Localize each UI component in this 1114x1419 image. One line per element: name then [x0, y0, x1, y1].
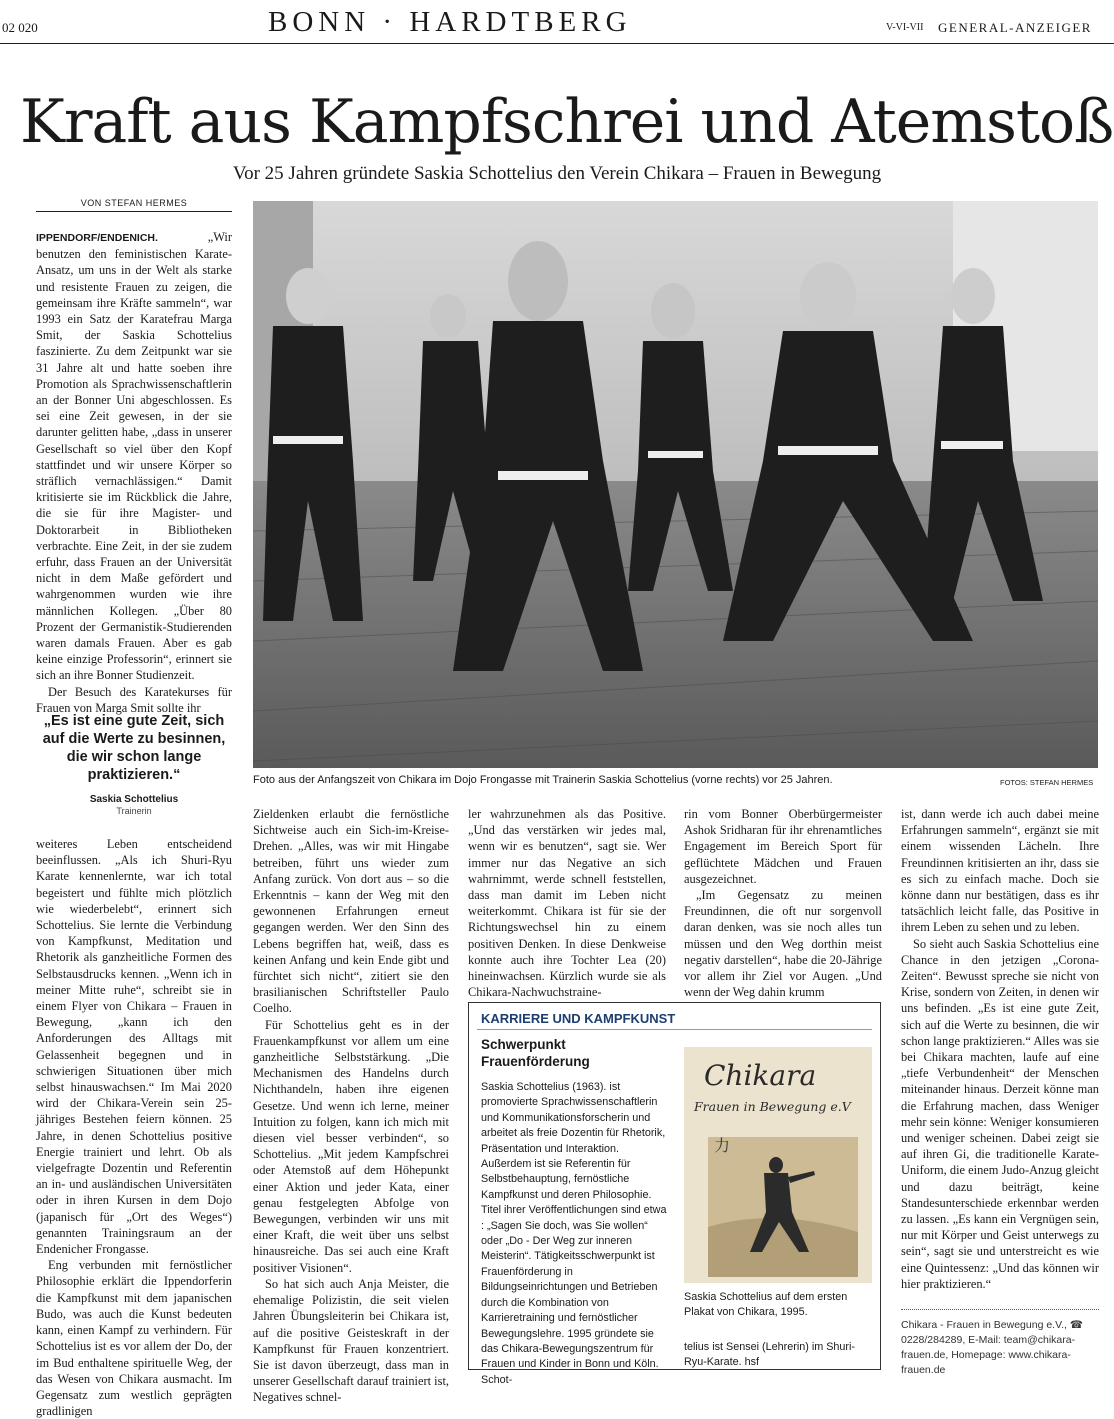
article-column-3	[468, 806, 666, 1000]
paragraph: So hat sich auch Anja Meister, die ehemalige Polizistin, die seit vielen Jahren Übungsleiterin bei Chikara ist, auf die positive Geisteskraft in der Kampfkunst für Frauen konzentriert. Sie ist davon überzeugt, dass man in unserer Gesellschaft darauf trainiert ist, Negatives schnel-	[253, 1276, 449, 1405]
page-numbers: V-VI-VII	[886, 22, 924, 33]
poster-title: Chikara	[704, 1059, 817, 1092]
paragraph: Zieldenken erlaubt die fernöstliche Sichtweise auch ein Sich-im-Kreise-Drehen. „Alles, was wir mit Hingabe betreiben, führt uns wieder zum Anfang zurück. Von dort aus – so die Erkenntnis – kann der Weg mit den gewonnenen Erfahrungen erneut gegangen werden. Wer den Sinn des Lebens begriffen hat, weiß, dass es keinen Anfang und kein Ende gibt und fürchtet sich nicht“, zitiert sie den brasilianischen Schriftsteller Paulo Coelho.	[253, 807, 449, 1016]
article-column-5	[901, 806, 1099, 1304]
byline: VON STEFAN HERMES	[36, 198, 232, 212]
article-subheadline: Vor 25 Jahren gründete Saskia Schottelius den Verein Chikara – Frauen in Bewegung	[232, 163, 882, 184]
article-column-4	[684, 806, 882, 1000]
photo-credit: FOTOS: STEFAN HERMES	[1000, 778, 1094, 787]
info-box-subheading: Schwerpunkt Frauenförderung	[481, 1037, 590, 1069]
info-box-heading: KARRIERE UND KAMPFKUNST	[481, 1011, 676, 1026]
paragraph: Der Besuch des Karatekurses für Frauen von Marga Smit sollte ihr	[36, 684, 232, 715]
poster-caption: Saskia Schottelius auf dem ersten Plakat von Chikara, 1995.	[684, 1291, 848, 1319]
paragraph: „Im Gegensatz zu meinen Freundinnen, die oft nur sorgenvoll daran denken, was sie noch alles tun müssen und den Weg dorthin meist negativ darstellen“, habe die 20-Jährige vor allem ihr Ziel vor Augen. „Und wenn der Weg dahin krumm	[684, 888, 882, 1000]
pull-quote-author: Saskia Schottelius	[89, 794, 179, 805]
edition-number: 02 020	[2, 20, 38, 35]
article-column-1	[36, 229, 232, 715]
paragraph: Eng verbunden mit fernöstlicher Philosophie erklärt die Ippendorferin die Kampfkunst mit dem japanischen Budo, was auch die Kunst bedeuten kann, einen Kampf zu verhindern. Für Schottelius ist es vor allem der Do, der im Bud enthaltene spirituelle Weg, der das Wesen von Chikara ausmacht. Im Gegensatz zum westlich geprägten gradlinigen	[36, 1258, 232, 1419]
paragraph: rin vom Bonner Oberbürgermeister Ashok Sridharan für ihr ehrenamtliches Engagement im Bereich Sport für geflüchtete Mädchen und Frauen ausgezeichnet.	[684, 807, 882, 886]
chikara-poster	[684, 1047, 872, 1283]
pull-quote: „Es ist eine gute Zeit, sich auf die Werte zu besinnen, die wir schon lange praktizieren.“	[42, 713, 226, 783]
dateline: IPPENDORF/ENDENICH.	[36, 232, 158, 244]
kanji-icon: 力	[714, 1136, 731, 1155]
section-title: BONN · HARDTBERG	[268, 6, 632, 38]
info-box-divider	[477, 1029, 872, 1030]
article-column-1b	[36, 836, 232, 1419]
info-box-text: Saskia Schottelius (1963). ist promovierte Sprachwissenschaftlerin und Kommunikationsforscherin und arbeitet als freie Dozentin für Rhetorik, Präsentation und Interaktion. Außerdem ist sie Referentin für Selbstbehauptung, fernöstliche Kampfkunst und deren Philosophie. Titel ihrer Veröffentlichungen sind etwa : „Sagen Sie doch, was Sie wollen“ oder „Do - Der Weg zur inneren Meisterin“. Tätigkeitsschwerpunkt ist Frauenförderung in Bildungseinrichtungen und Betrieben durch die Kombination von Karrieretraining und fernöstlicher Bewegungslehre. 1995 gründete sie das Chikara-Bewegungszentrum für Frauen und Kinder in Bonn und Köln. Schot-	[481, 1081, 667, 1386]
paragraph: So sieht auch Saskia Schottelius eine Chance in den jetzigen „Corona-Zeiten“. Bewusst spreche sie nicht von Krise, sondern von Zeiten, in denen wir uns befinden. „Es ist eine gute Zeit, sich auf die Werte zu besinnen, die wir schon lange praktizieren.“ Alles was sie bei Chikara machten, laufe auf eine „tiefe Verbundenheit“ der Menschen miteinander hinaus. Derzeit könne man die Erfahrung machen, dass Weniger mehr sein könne: Weniger konsumieren und weniger scheinen. Dabei zeigt sie auf ihren Gi, die traditionelle Karate-Uniform, die einem Judo-Anzug gleicht und dazu beiträgt, keine Standesunterschiede erkennbar werden zu lassen. „Es kann ein Vergnügen sein, nur mit Körper und Geist unterwegs zu sein“, sagt sie und unterstreicht es wie eine Quintessenz: „Und das können wir hier praktizieren.“	[901, 936, 1099, 1291]
header-divider	[0, 43, 1114, 44]
article-column-2	[253, 806, 449, 1404]
contact-info: Chikara - Frauen in Bewegung e.V., ☎ 0228/284289, E-Mail: team@chikara-frauen.de, Homepage: www.chikara-frauen.de	[901, 1319, 1083, 1376]
karate-class-photo	[253, 201, 1098, 768]
article-headline: Kraft aus Kampfschrei und Atemstoß	[20, 87, 1114, 157]
newspaper-name: GENERAL-ANZEIGER	[938, 20, 1092, 35]
contact-divider	[901, 1309, 1099, 1310]
paragraph: ist, dann werde ich auch dabei meine Erfahrungen sammeln“, ergänzt sie mit einem wissenden Lächeln. Ihre Freundinnen kritisierten an ihr, dass sie es sich zu einfach mache. Doch sie könne dann nur bestätigen, dass es ihr tatsächlich leicht falle, das Positive in ihrem Leben zu sehen und zu leben.	[901, 807, 1099, 935]
paragraph: „Wir benutzen den feministischen Karate-Ansatz, um uns in der Welt als starke und resistente Frauen zu zeigen, die gemeinsam ihre Kräfte sammeln“, war 1993 ein Satz der Karatefrau Marga Smit, der Saskia Schottelius faszinierte. Zu dem Zeitpunkt war sie 31 Jahre alt und hatte soeben ihre Promotion als Sprachwissenschaftlerin an der Bonner Uni abgeschlossen. Es sei eine Zeit gewesen, in der sie darunter gelitten habe, „dass in unserer Gesellschaft so viel über den Kopf stattfindet und wir unsere Körper so sträflich vernachlässigen.“ Damit kritisierte sie im Rückblick die Jahre, die sie für ihre Magister- und Doktorarbeit in Bibliotheken verbrachte. Eine Zeit, in der sie zudem erfuhr, dass Frauen an der Universität nicht in dem Maße gefördert und wahrgenommen wurden wie ihre männlichen Kollegen. „Über 80 Prozent der Germanistik-Studierenden waren damals Frauen. Aber es gab keine einzige Professorin“, erinnert sie sich an ihre Bonner Studienzeit.	[36, 230, 232, 683]
info-box-text-continued: telius ist Sensei (Lehrerin) im Shuri-Ryu-Karate. hsf	[684, 1341, 856, 1369]
photo-caption: Foto aus der Anfangszeit von Chikara im Dojo Frongasse mit Trainerin Saskia Schottelius (vorne rechts) vor 25 Jahren.	[253, 774, 833, 786]
paragraph: Für Schottelius geht es in der Frauenkampfkunst vor allem um eine ganzheitliche Selbststärkung. „Die Mechanismen des Handelns durch Nichthandeln, haben ihre eigenen Gesetze. Und wenn ich lerne, meiner Intuition zu folgen, kann ich mich mit diesen viel besser verbinden“, so Schottelius. „Mit jedem Kampfschrei oder Atemstoß auf dem Höhepunkt einer Aktion und jeder Kata, einer genau festgelegten Abfolge von Bewegungen, verbinden wir uns mit einer Kraft, die weit über uns selbst hinausreiche. Das sei auch eine Kraft positiver Visionen“.	[253, 1017, 449, 1275]
poster-subtitle: Frauen in Bewegung e.V	[694, 1099, 851, 1114]
paragraph: weiteres Leben entscheidend beeinflussen. „Als ich Shuri-Ryu Karate kennenlernte, war ich total begeistert und fühlte mich plötzlich wie wiederbelebt“, erinnert sich Schottelius. Sie lernte die Verbindung von Kampfkunst, Meditation und Rhetorik als ganzheitliche Formen des Selbstausdrucks kennen. „Wenn ich in meiner Mitte ruhe“, schreibt sie in einem Flyer von Chikara – Frauen in Bewegung, „kann ich den Anforderungen des Alltags mit Gelassenheit begegnen und in schwierigen Situationen über mich selbst hinauswachsen.“ Im Mai 2020 wird der Chikara-Verein sein 25-jähriges Bestehen feiern können. 25 Jahre, in denen Schottelius positive Energie trainiert und lehrt. Ob als vielgefragte Dozentin und Referentin an in- und ausländischen Universitäten oder in ihren Kursen in dem Dojo (japanisch für „Ort des Weges“) genannten Trainingsraum an der Endenicher Frongasse.	[36, 837, 232, 1257]
pull-quote-role: Trainerin	[116, 806, 152, 816]
paragraph: ler wahrzunehmen als das Positive. „Und das verstärken wir jedes mal, wenn wir es benutzen“, sagt sie. Wer immer nur das Negative an sich wahrnimmt, werde schnell feststellen, dass man damit im Leben nicht weiterkommt. Chikara ist für sie der Richtungswechsel hin zu einem positiven Denken. In diese Denkweise konnte auch ihre Tochter Lea (20) hineinwachsen. Kürzlich wurde sie als Chikara-Nachwuchstraine-	[468, 807, 666, 1000]
